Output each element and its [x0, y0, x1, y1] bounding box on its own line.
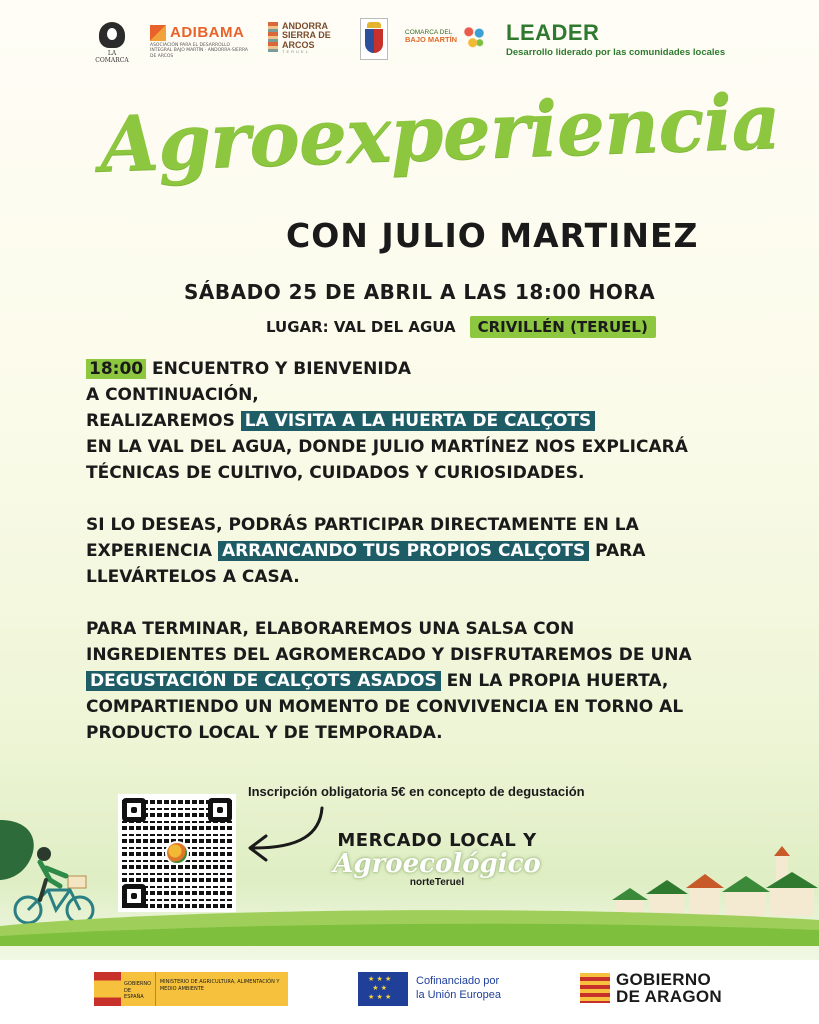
- qr-finder-icon: [122, 884, 146, 908]
- spain-crest-icon: [94, 972, 121, 1006]
- ministerio-logo: [94, 972, 288, 1006]
- gobierno-espana-label: GOBIERNO DE ESPAÑA: [121, 972, 156, 1006]
- comarca-logo: [92, 22, 132, 64]
- paragraph-participate: [86, 512, 766, 590]
- green-hill-shape: [0, 906, 819, 946]
- leader-name: LEADER: [506, 20, 600, 45]
- event-place: [266, 316, 746, 338]
- bajo-martin-logo: [405, 24, 497, 50]
- eu-flag-icon: [358, 972, 408, 1006]
- comarca-mark-icon: [99, 22, 125, 48]
- poster-subtitle: CON JULIO MARTINEZ: [286, 216, 699, 255]
- andorra-sub: TERUEL: [282, 49, 310, 55]
- municipal-shield-logo: [360, 18, 388, 60]
- poster-title: Agroexperiencia: [98, 76, 782, 189]
- adibama-logo: [150, 24, 250, 59]
- mercado-local-logo: [322, 830, 552, 888]
- p1-line-a: ENCUENTRO Y BIENVENIDA: [146, 359, 412, 379]
- highlight-tasting: DEGUSTACIÓN DE CALÇOTS ASADOS: [86, 671, 441, 691]
- p1-line-b: A CONTINUACIÓN,: [86, 385, 259, 405]
- andorra-name: ANDORRA SIERRA DE ARCOS: [282, 21, 331, 50]
- paragraph-tasting: [86, 616, 766, 746]
- p3-line-a: PARA TERMINAR, ELABORAREMOS UNA SALSA CON: [86, 619, 575, 639]
- bajo-line2: BAJO MARTÍN: [405, 35, 458, 45]
- ministerio-label: MINISTERIO DE AGRICULTURA, ALIMENTACIÓN Y MEDIO AMBIENTE: [159, 979, 280, 992]
- highlight-visit: LA VISITA A LA HUERTA DE CALÇOTS: [241, 411, 596, 431]
- leader-sub: Desarrollo liderado por las comunidades locales: [506, 47, 726, 58]
- eu-line2: la Unión Europea: [416, 989, 502, 1001]
- p3-line-c: EN LA PROPIA HUERTA,: [440, 671, 669, 691]
- eu-line1: Cofinanciado por: [416, 975, 500, 988]
- shield-icon: [365, 29, 383, 53]
- p2-line-c: PARA: [589, 541, 646, 561]
- gobierno-aragon-logo: [580, 970, 750, 1006]
- time-badge: 18:00: [86, 359, 146, 379]
- highlight-harvest: ARRANCANDO TUS PROPIOS CALÇOTS: [218, 541, 589, 561]
- place-location-badge: CRIVILLÉN (TERUEL): [470, 316, 656, 338]
- paragraph-visit: [86, 356, 766, 486]
- mercado-line2: Agroecológico: [333, 849, 541, 879]
- p3-line-b: INGREDIENTES DEL AGROMERCADO Y DISFRUTAREMOS DE UNA: [86, 645, 692, 665]
- qr-center-logo-icon: [165, 841, 189, 865]
- bajo-line1: COMARCA DEL: [405, 29, 453, 37]
- p3-line-e: PRODUCTO LOCAL Y DE TEMPORADA.: [86, 723, 443, 743]
- event-date: SÁBADO 25 DE ABRIL A LAS 18:00 HORA: [184, 280, 656, 304]
- leader-logo: [506, 20, 746, 58]
- place-label: LUGAR: VAL DEL AGUA: [266, 318, 456, 336]
- adibama-name: ADIBAMA: [170, 24, 245, 41]
- adibama-sub: ASOCIACIÓN PARA EL DESARROLLO INTEGRAL BAJO MARTÍN · ANDORRA-SIERRA DE ARCOS: [150, 43, 248, 59]
- qr-finder-icon: [208, 798, 232, 822]
- registration-qr-code[interactable]: [118, 794, 236, 912]
- p1-line-c: REALIZAREMOS: [86, 411, 241, 431]
- arrow-left-icon: [240, 804, 330, 864]
- p3-line-d: COMPARTIENDO UN MOMENTO DE CONVIVENCIA EN TORNO AL: [86, 697, 684, 717]
- aragon-flag-icon: [580, 973, 610, 1003]
- adibama-mark-icon: [150, 25, 166, 41]
- top-logo-bar: [0, 14, 819, 64]
- p2-line-a: SI LO DESEAS, PODRÁS PARTICIPAR DIRECTAMENTE EN LA: [86, 515, 639, 535]
- p2-line-d: LLEVÁRTELOS A CASA.: [86, 567, 300, 587]
- mercado-line3: norteTeruel: [409, 877, 465, 888]
- andorra-mark-icon: [268, 22, 278, 52]
- comarca-caption: LA COMARCA: [95, 50, 129, 64]
- footer-sponsors: [0, 960, 819, 1024]
- bajo-martin-mark-icon: [461, 24, 487, 50]
- eu-cofinancing-logo: [358, 972, 548, 1006]
- qr-finder-icon: [122, 798, 146, 822]
- aragon-line2: DE ARAGON: [616, 987, 722, 1006]
- crown-icon: [367, 22, 381, 28]
- mercado-line1: MERCADO LOCAL Y: [337, 830, 537, 851]
- p1-line-e: TÉCNICAS DE CULTIVO, CUIDADOS Y CURIOSIDADES.: [86, 463, 585, 483]
- registration-note: Inscripción obligatoria 5€ en concepto de degustación: [248, 784, 585, 799]
- p1-line-d: EN LA VAL DEL AGUA, DONDE JULIO MARTÍNEZ NOS EXPLICARÁ: [86, 437, 688, 457]
- andorra-logo: [268, 22, 348, 55]
- p2-line-b: EXPERIENCIA: [86, 541, 218, 561]
- aragon-line1: GOBIERNO: [616, 970, 711, 989]
